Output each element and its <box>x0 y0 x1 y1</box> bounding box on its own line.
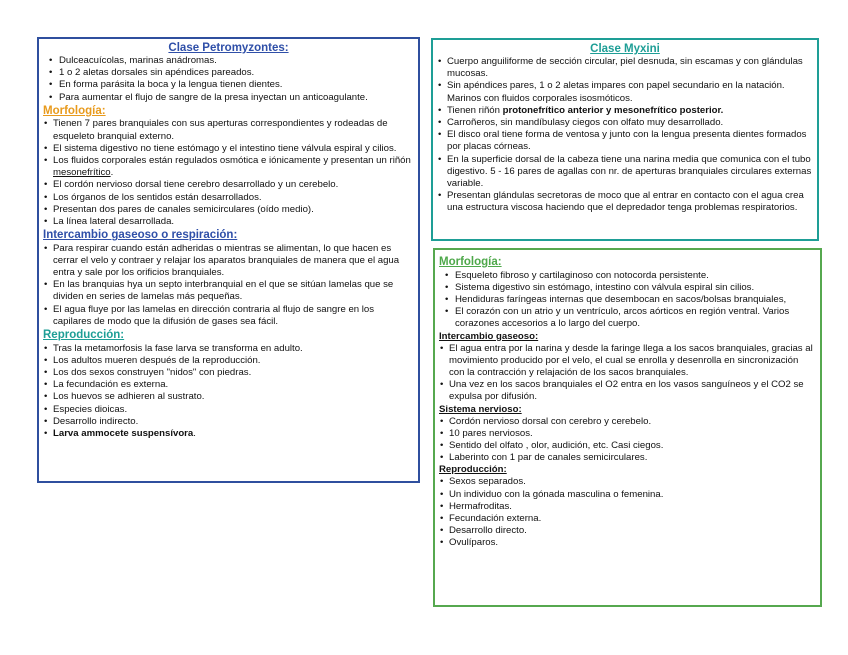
list-item: • Sexos separados. <box>439 476 816 488</box>
list-item-text: Tienen riñón <box>447 104 503 116</box>
petromyzontes-card <box>37 37 420 483</box>
morfologia-list <box>43 118 414 228</box>
list-item-period: . <box>193 427 196 439</box>
list-item: • El agua entra por la narina y desde la faringe llega a los sacos branquiales, gracias al movimiento producido por el velo, el cual se enrolla y desenrolla en sincronización con la contracción y relajación de los sacos branquiales. <box>439 343 816 380</box>
list-item: • 10 pares nerviosos. <box>439 428 816 440</box>
list-item: • Una vez en los sacos branquiales el O2 entra en los vasos sanguíneos y el CO2 se expulsa por difusión. <box>439 379 816 403</box>
list-item: • En las branquias hya un septo interbranquial en el que se sitúan lamelas que se dividen en series de lamelas más pequeñas. <box>43 279 414 303</box>
list-item: • Sentido del olfato , olor, audición, etc. Casi ciegos. <box>439 440 816 452</box>
reproduccion-heading: Reproducción: <box>43 329 125 342</box>
list-item: • En forma parásita la boca y la lengua tienen dientes. <box>43 79 414 91</box>
list-item <box>43 155 414 179</box>
myxini-nervioso-heading: Sistema nervioso: <box>439 403 522 415</box>
list-item: • El agua fluye por las lamelas en dirección contraria al flujo de sangre en los capilares de modo que la difusión de gases sea fácil. <box>43 304 414 328</box>
list-item: • Hendiduras faríngeas internas que desembocan en sacos/bolsas branquiales, <box>439 294 816 306</box>
intercambio-list <box>43 243 414 328</box>
list-item: • Un individuo con la gónada masculina o femenina. <box>439 489 816 501</box>
list-item <box>437 105 813 117</box>
myxini-card <box>431 38 819 241</box>
myxini-list <box>437 56 813 215</box>
list-item-period: . <box>110 167 114 179</box>
myxini-nervioso-list <box>439 416 816 465</box>
petromyzontes-title: Clase Petromyzontes: <box>168 42 289 54</box>
mesonefritico-term: mesonefrítico <box>53 167 111 179</box>
list-item: • Desarrollo indirecto. <box>43 416 414 428</box>
intercambio-heading: Intercambio gaseoso o respiración: <box>43 229 238 242</box>
morfologia-heading: Morfología: <box>43 104 106 117</box>
list-item: • La línea lateral desarrollada. <box>43 216 414 228</box>
list-item: • Desarrollo directo. <box>439 525 816 537</box>
myxini-intercambio-list <box>439 343 816 404</box>
list-item: • Sin apéndices pares, 1 o 2 aletas impares con papel secundario en la natación. Marinos con fluidos corporales isosmóticos. <box>437 80 813 104</box>
list-item: • Cuerpo anguiliforme de sección circular, piel desnuda, sin escamas y con glándulas mucosas. <box>437 56 813 80</box>
myxini-intercambio-heading: Intercambio gaseoso: <box>439 330 539 342</box>
list-item: • Cordón nervioso dorsal con cerebro y cerebelo. <box>439 416 816 428</box>
myxini-morfologia-list <box>439 270 816 331</box>
list-item: • Tras la metamorfosis la fase larva se transforma en adulto. <box>43 343 414 355</box>
list-item: • En la superficie dorsal de la cabeza tiene una narina media que comunica con el tubo digestivo. 5 - 16 pares de agallas con nr. de aperturas branquiales circulares externas variable. <box>437 154 813 191</box>
reproduccion-list <box>43 343 414 441</box>
list-item: • Hermafroditas. <box>439 501 816 513</box>
list-item: • Fecundación externa. <box>439 513 816 525</box>
list-item: • Los órganos de los sentidos están desarrollados. <box>43 192 414 204</box>
list-item: • La fecundación es externa. <box>43 379 414 391</box>
list-item: • Tienen 7 pares branquiales con sus aperturas correspondientes y rodeadas de esqueleto branquial externo. <box>43 118 414 142</box>
list-item <box>43 428 414 440</box>
list-item: • Especies dioicas. <box>43 404 414 416</box>
petromyzontes-intro-list <box>43 55 414 104</box>
myxini-morfologia-heading: Morfología: <box>439 256 502 268</box>
list-item: • Para aumentar el flujo de sangre de la presa inyectan un anticoagulante. <box>43 92 414 104</box>
list-item-text: Los fluidos corporales están regulados osmótica e iónicamente y presentan un riñón <box>53 154 411 166</box>
list-item: • 1 o 2 aletas dorsales sin apéndices pareados. <box>43 67 414 79</box>
list-item: • Para respirar cuando están adheridas o mientras se alimentan, lo que hacen es cerrar el velo y contraer y relajar los aparatos branquiales de manera que el agua entra y sale por los orificios branquiales. <box>43 243 414 280</box>
list-item: • Sistema digestivo sin estómago, intestino con válvula espiral sin cilios. <box>439 282 816 294</box>
myxini-title: Clase Myxini <box>590 43 660 55</box>
list-item: • El sistema digestivo no tiene estómago y el intestino tiene válvula espiral y cilios. <box>43 143 414 155</box>
myxini-reproduccion-list <box>439 476 816 549</box>
list-item: • Dulceacuícolas, marinas anádromas. <box>43 55 414 67</box>
list-item: • Presentan dos pares de canales semicirculares (oído medio). <box>43 204 414 216</box>
rinon-term: protonefrítico anterior y mesonefrítico posterior. <box>502 104 724 116</box>
list-item: • Los huevos se adhieren al sustrato. <box>43 391 414 403</box>
list-item: • Carroñeros, sin mandíbulasy ciegos con olfato muy desarrollado. <box>437 117 813 129</box>
list-item: • Ovulíparos. <box>439 537 816 549</box>
myxini-detail-card <box>433 248 822 607</box>
larva-term: Larva ammocete suspensívora <box>53 427 194 439</box>
list-item: • Presentan glándulas secretoras de moco que al entrar en contacto con el agua crea una estructura viscosa haciendo que el depredador tenga problemas respiratorios. <box>437 190 813 214</box>
list-item: • El disco oral tiene forma de ventosa y junto con la lengua presenta dientes formados por placas córneas. <box>437 129 813 153</box>
list-item: • Los dos sexos construyen "nidos" con piedras. <box>43 367 414 379</box>
list-item: • Esqueleto fibroso y cartilaginoso con notocorda persistente. <box>439 270 816 282</box>
list-item: • El corazón con un atrio y un ventrículo, arcos aórticos en región ventral. Varios corazones accesorios a lo largo del cuerpo. <box>439 306 816 330</box>
list-item: • El cordón nervioso dorsal tiene cerebro desarrollado y un cerebelo. <box>43 179 414 191</box>
list-item: • Los adultos mueren después de la reproducción. <box>43 355 414 367</box>
list-item: • Laberinto con 1 par de canales semicirculares. <box>439 452 816 464</box>
myxini-reproduccion-heading: Reproducción: <box>439 464 507 476</box>
